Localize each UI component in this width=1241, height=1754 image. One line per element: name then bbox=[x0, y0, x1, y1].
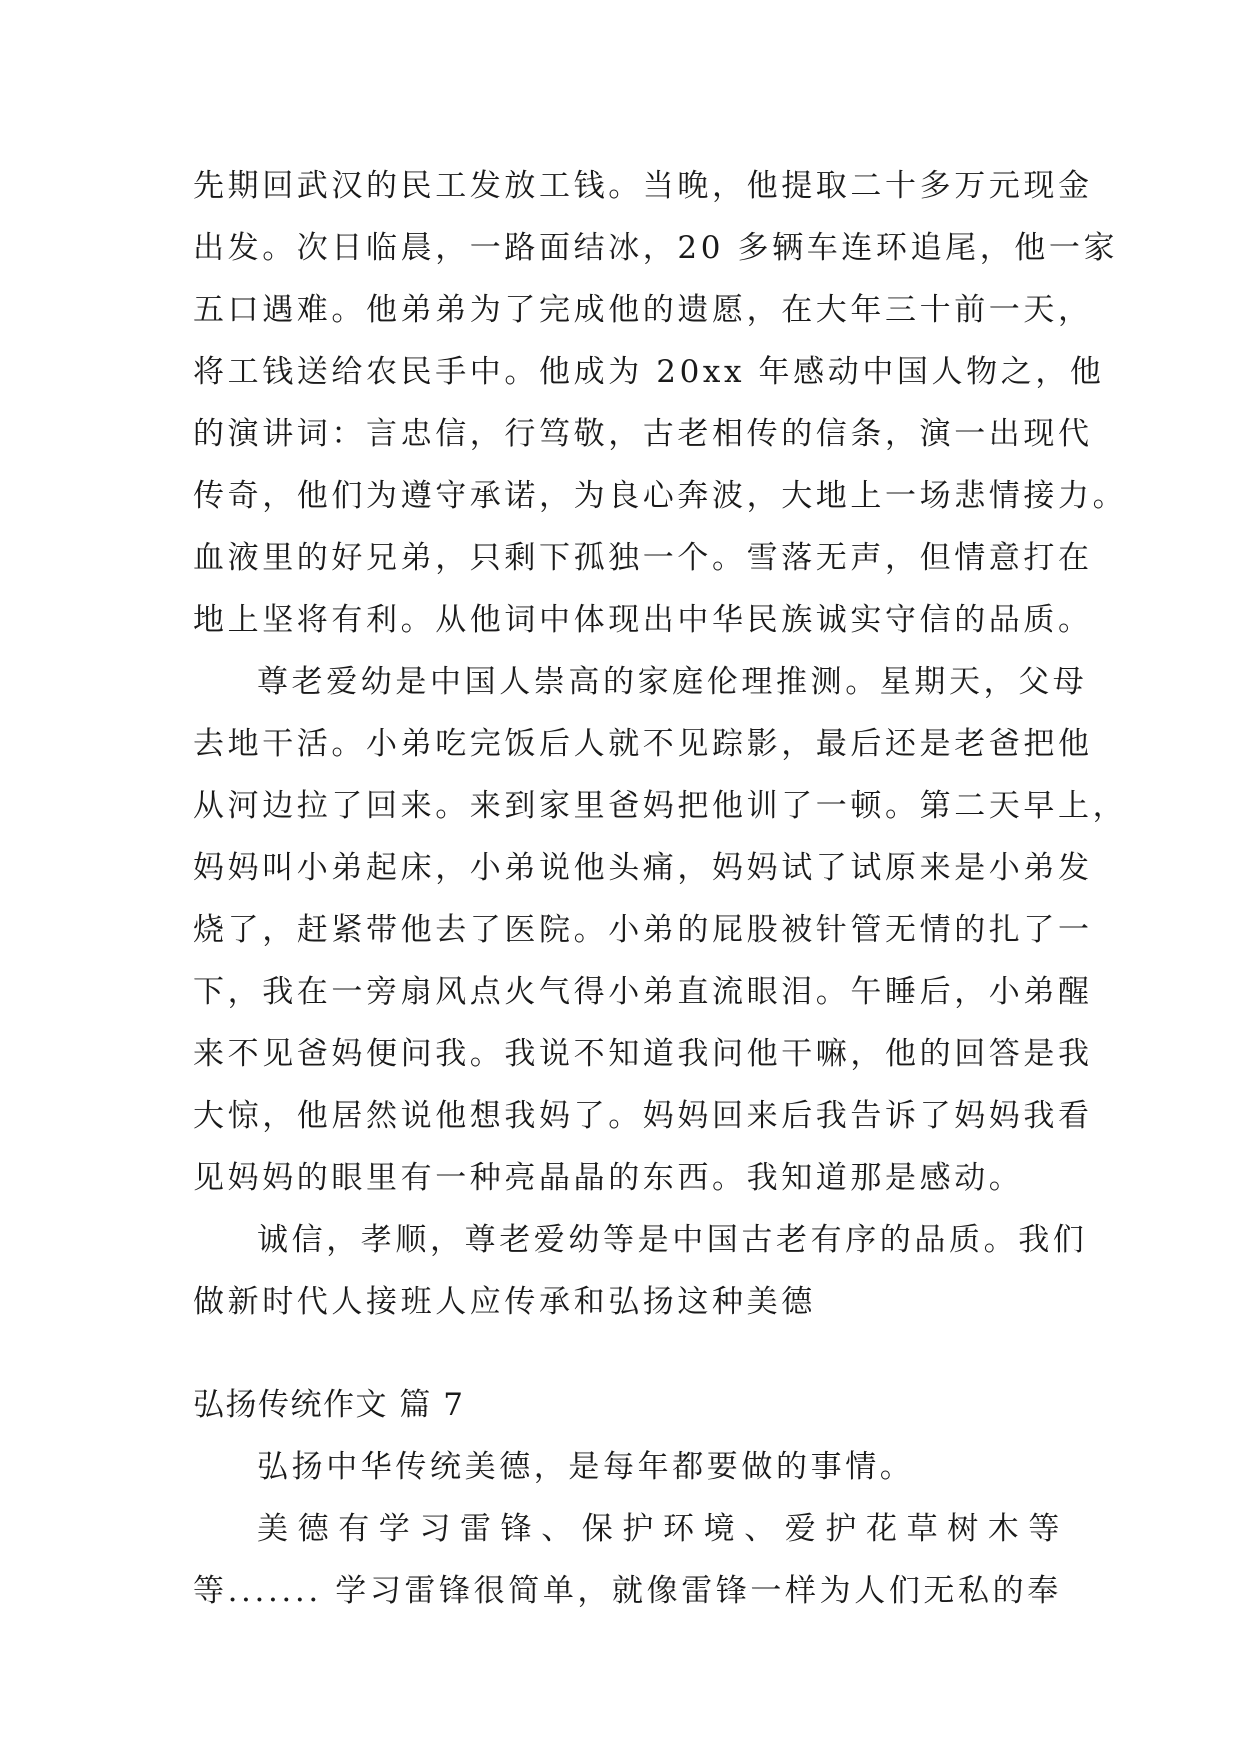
text-line: 大惊，他居然说他想我妈了。妈妈回来后我告诉了妈妈我看 bbox=[193, 1098, 1093, 1134]
text-line: 见妈妈的眼里有一种亮晶晶的东西。我知道那是感动。 bbox=[193, 1160, 1024, 1196]
section-heading: 弘扬传统作文 篇 7 bbox=[193, 1387, 465, 1423]
text-line: 做新时代人接班人应传承和弘扬这种美德 bbox=[193, 1284, 816, 1320]
text-line: 将工钱送给农民手中。他成为 20xx 年感动中国人物之，他 bbox=[193, 354, 1105, 390]
text-line: 传奇，他们为遵守承诺，为良心奔波，大地上一场悲情接力。 bbox=[193, 478, 1128, 514]
paragraph-first-line: 尊老爱幼是中国人崇高的家庭伦理推测。星期天，父母 bbox=[257, 664, 1088, 700]
text-line: 下，我在一旁扇风点火气得小弟直流眼泪。午睡后，小弟醒 bbox=[193, 974, 1093, 1010]
text-line: 五口遇难。他弟弟为了完成他的遗愿，在大年三十前一天， bbox=[193, 292, 1093, 328]
text-line: 的演讲词：言忠信，行笃敬，古老相传的信条，演一出现代 bbox=[193, 416, 1093, 452]
text-line: 去地干活。小弟吃完饭后人就不见踪影，最后还是老爸把他 bbox=[193, 726, 1093, 762]
text-line: 等....... 学习雷锋很简单，就像雷锋一样为人们无私的奉 bbox=[193, 1573, 1062, 1609]
paragraph-first-line: 美德有学习雷锋、保护环境、爱护花草树木等 bbox=[257, 1511, 1069, 1547]
text-line: 地上坚将有利。从他词中体现出中华民族诚实守信的品质。 bbox=[193, 602, 1093, 638]
paragraph-first-line: 弘扬中华传统美德，是每年都要做的事情。 bbox=[257, 1449, 915, 1485]
text-line: 来不见爸妈便问我。我说不知道我问他干嘛，他的回答是我 bbox=[193, 1036, 1093, 1072]
text-line: 从河边拉了回来。来到家里爸妈把他训了一顿。第二天早上， bbox=[193, 788, 1128, 824]
text-line: 出发。次日临晨，一路面结冰，20 多辆车连环追尾，他一家 bbox=[193, 230, 1119, 266]
text-line: 妈妈叫小弟起床，小弟说他头痛，妈妈试了试原来是小弟发 bbox=[193, 850, 1093, 886]
paragraph-first-line: 诚信，孝顺，尊老爱幼等是中国古老有序的品质。我们 bbox=[257, 1222, 1088, 1258]
text-line: 烧了，赶紧带他去了医院。小弟的屁股被针管无情的扎了一 bbox=[193, 912, 1093, 948]
text-line: 血液里的好兄弟，只剩下孤独一个。雪落无声，但情意打在 bbox=[193, 540, 1093, 576]
text-line: 先期回武汉的民工发放工钱。当晚，他提取二十多万元现金 bbox=[193, 168, 1093, 204]
